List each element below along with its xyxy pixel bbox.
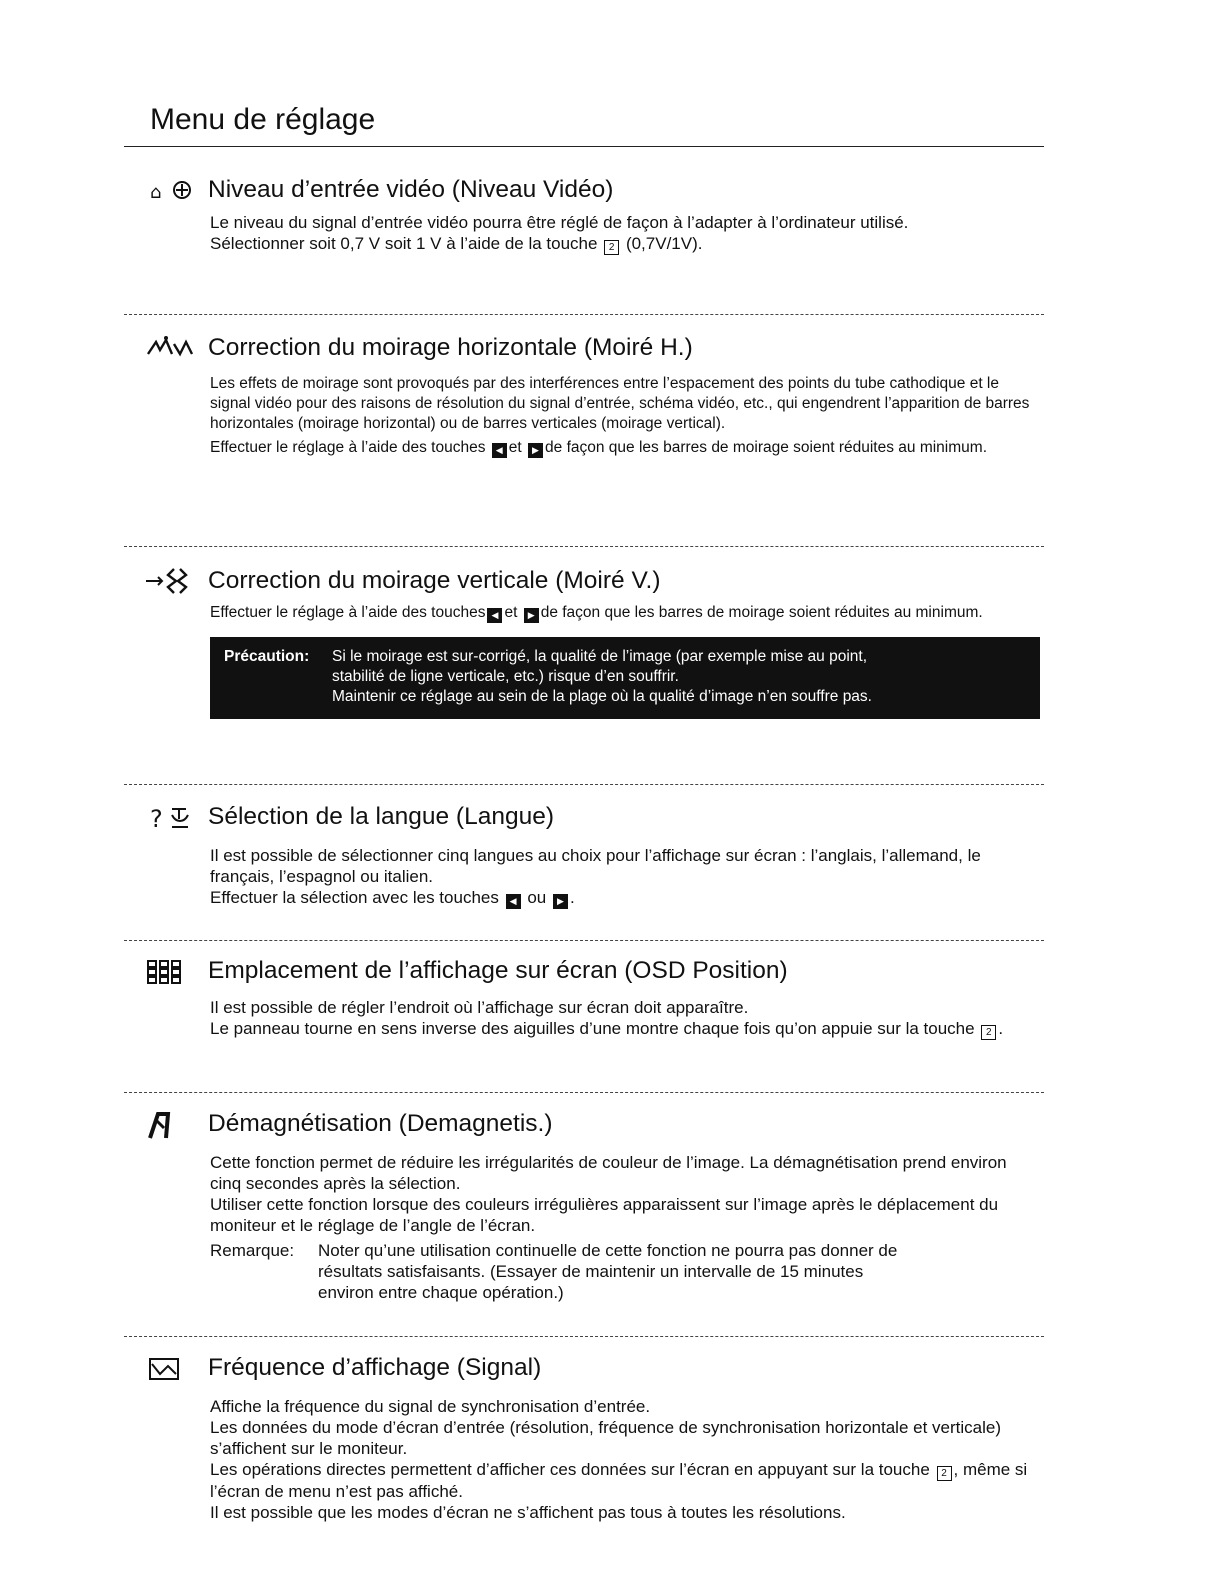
section-vertical-moire [124, 563, 1044, 719]
section-horizontal-moire [124, 330, 1044, 458]
paragraph: Effectuer le réglage à l’aide des touches ◀ et ▶ de façon que les barres de moirage soient réduites au minimum. [210, 604, 983, 621]
caution-line: Maintenir ce réglage au sein de la plage où la qualité d’image n’en souffre pas. [332, 688, 872, 705]
right-arrow-key-icon: ▶ [528, 443, 543, 458]
osd-position-icon [144, 955, 196, 987]
section-divider [124, 1092, 1044, 1093]
paragraph: Il est possible que les modes d’écran ne s’affichent pas tous à toutes les résolutions. [210, 1503, 846, 1522]
left-arrow-key-icon: ◀ [506, 894, 521, 909]
svg-text:⌂: ⌂ [150, 182, 162, 203]
paragraph: Le panneau tourne en sens inverse des aiguilles d’une montre chaque fois qu’on appuie sur la touche 2 . [210, 1019, 1004, 1038]
remark-line: Noter qu’une utilisation continuelle de cette fonction ne pourra pas donner de [318, 1241, 898, 1260]
page-title: Menu de réglage [150, 103, 376, 136]
paragraph: Les effets de moirage sont provoqués par des interférences entre l’espacement des points du tube cathodique et le signal vidéo pour des raisons de résolution du signal d’entrée, schéma vidéo, etc., qui engendrent l’apparition de barres horizontales (moirage horizontal) ou de barres verticales (moirage vertical). [210, 375, 1030, 432]
paragraph: Cette fonction permet de réduire les irrégularités de couleur de l’image. La démagnétisation prend environ cinq secondes après la sélection. [210, 1153, 1007, 1193]
section-title: Emplacement de l’affichage sur écran (OSD Position) [208, 957, 788, 984]
section-title: Fréquence d’affichage (Signal) [208, 1354, 542, 1381]
paragraph: Les données du mode d’écran d’entrée (résolution, fréquence de synchronisation horizontale et verticale) s’affichent sur le moniteur. [210, 1418, 1001, 1458]
section-divider [124, 314, 1044, 315]
section-title: Correction du moirage horizontale (Moiré H.) [208, 334, 693, 361]
paragraph: Effectuer la sélection avec les touches ◀ ou ▶ . [210, 888, 575, 907]
vertical-moire-icon [144, 565, 196, 597]
remark-line: environ entre chaque opération.) [318, 1283, 564, 1302]
remark-line: résultats satisfaisants. (Essayer de maintenir un intervalle de 15 minutes [318, 1262, 864, 1281]
section-divider [124, 1336, 1044, 1337]
language-icon [144, 801, 196, 833]
paragraph: Il est possible de sélectionner cinq langues au choix pour l’affichage sur écran : l’anglais, l’allemand, le français, l’espagnol ou italien. [210, 846, 981, 886]
right-arrow-key-icon: ▶ [553, 894, 568, 909]
caution-label: Précaution: [224, 648, 310, 665]
title-rule [124, 146, 1044, 147]
section-divider [124, 940, 1044, 941]
paragraph: Affiche la fréquence du signal de synchronisation d’entrée. [210, 1397, 651, 1416]
paragraph: Effectuer le réglage à l’aide des touches ◀ et ▶ de façon que les barres de moirage soient réduites au minimum. [210, 439, 988, 456]
remark-label: Remarque: [210, 1241, 295, 1260]
key-2-icon: 2 [981, 1025, 996, 1040]
key-2-icon: 2 [604, 240, 619, 255]
section-osd-position [124, 953, 1044, 1040]
paragraph: Les opérations directes permettent d’afficher ces données sur l’écran en appuyant sur la touche 2 , même si l’écran de menu n’est pas affiché. [210, 1460, 1028, 1501]
section-language [124, 799, 1044, 909]
degauss-icon [144, 1108, 196, 1140]
section-divider [124, 546, 1044, 547]
section-title: Correction du moirage verticale (Moiré V.) [208, 567, 661, 594]
section-title: Démagnétisation (Demagnetis.) [208, 1110, 553, 1137]
svg-text:?: ? [150, 805, 163, 833]
left-arrow-key-icon: ◀ [487, 608, 502, 623]
caution-box [210, 637, 1040, 719]
section-signal-frequency [124, 1350, 1044, 1523]
paragraph: Il est possible de régler l’endroit où l’affichage sur écran doit apparaître. [210, 998, 749, 1017]
paragraph: Le niveau du signal d’entrée vidéo pourra être réglé de façon à l’adapter à l’ordinateur utilisé. [210, 213, 909, 232]
signal-frequency-icon [144, 1352, 196, 1384]
paragraph: Utiliser cette fonction lorsque des couleurs irrégulières apparaissent sur l’image après le déplacement du moniteur et le réglage de l’angle de l’écran. [210, 1195, 999, 1235]
caution-line: stabilité de ligne verticale, etc.) risque d’en souffrir. [332, 668, 679, 685]
horizontal-moire-icon [144, 332, 196, 364]
section-divider [124, 784, 1044, 785]
paragraph: Sélectionner soit 0,7 V soit 1 V à l’aide de la touche 2 (0,7V/1V). [210, 234, 703, 253]
video-level-icon [144, 174, 196, 206]
section-title: Sélection de la langue (Langue) [208, 803, 554, 830]
section-degauss [124, 1106, 1044, 1303]
right-arrow-key-icon: ▶ [524, 608, 539, 623]
key-2-icon: 2 [937, 1466, 952, 1481]
section-title: Niveau d’entrée vidéo (Niveau Vidéo) [208, 176, 614, 203]
remark-note [210, 1240, 1040, 1303]
caution-line: Si le moirage est sur-corrigé, la qualité de l’image (par exemple mise au point, [332, 648, 867, 665]
left-arrow-key-icon: ◀ [492, 443, 507, 458]
section-video-level [124, 172, 1044, 255]
